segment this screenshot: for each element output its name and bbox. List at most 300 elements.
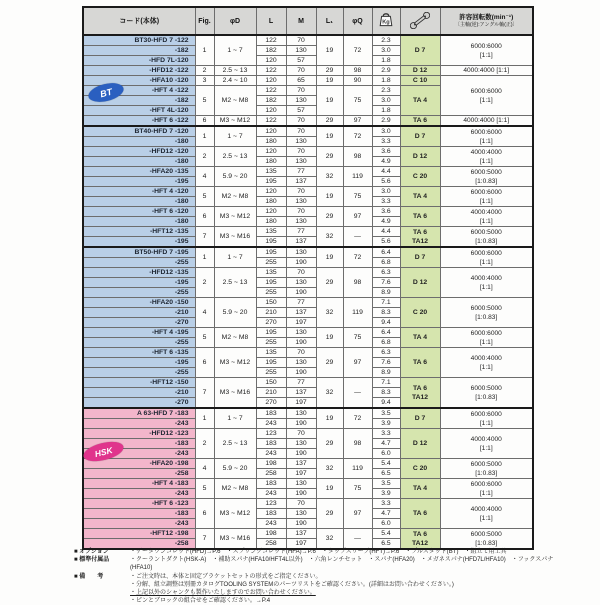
weight-cell: 3.0 <box>372 46 400 56</box>
m-cell: 77 <box>286 167 316 177</box>
code-cell: -243 <box>83 449 195 459</box>
table-row <box>83 429 533 439</box>
remark-3: ・上記以外のシャンクも製作いたしますのでお問い合わせください。 <box>130 590 316 597</box>
weight-cell: 6.4 <box>372 328 400 338</box>
m-cell: 70 <box>286 429 316 439</box>
l-cell: 183 <box>256 479 286 489</box>
accessory-cell: D 7 <box>400 126 440 147</box>
l1-cell: 19 <box>316 86 343 116</box>
accessory-cell: D 12 <box>400 268 440 298</box>
table-row <box>83 378 533 388</box>
code-cell: -180 <box>83 137 195 147</box>
standard-accessory-items: ・クーラントダクト(HSK-A) ・補助スパナ(HFA10/HFT4L以外) ・六角レンチセット ・スパナ(HFA20) ・メガネスパナ(HFD7L/HFA10) ・フックスパナ(HFA10) <box>130 557 554 572</box>
phid-cell: M2 ~ M8 <box>214 328 256 348</box>
weight-cell: 3.3 <box>372 429 400 439</box>
phid-cell: M3 ~ M12 <box>214 116 256 127</box>
m-cell: 130 <box>286 439 316 449</box>
col-header-weight <box>372 7 400 35</box>
fig-cell: 2 <box>195 66 214 76</box>
speed-cell: 6000:5000 [1:0.83] <box>440 167 533 187</box>
speed-header-main: 許容回転数(min⁻¹) <box>459 14 514 21</box>
weight-cell: 6.5 <box>372 469 400 479</box>
col-header-m: M <box>286 7 316 35</box>
m-cell: 190 <box>286 489 316 499</box>
l-cell: 122 <box>256 35 286 46</box>
col-header-phiq: φQ <box>343 7 372 35</box>
weight-cell: 6.8 <box>372 338 400 348</box>
speed-cell: 4000:4000 [1:1] <box>440 207 533 227</box>
l-cell: 150 <box>256 298 286 308</box>
speed-cell: 6000:6000 [1:1] <box>440 187 533 207</box>
col-header-l: L <box>256 7 286 35</box>
accessory-cell: TA 6 <box>400 207 440 227</box>
code-cell: A 63-HFD 7 -183 <box>83 408 195 419</box>
code-cell: -243 <box>83 419 195 429</box>
weight-cell: 8.9 <box>372 368 400 378</box>
m-cell: 137 <box>286 529 316 539</box>
weight-cell: 3.6 <box>372 207 400 217</box>
phid-cell: 1 ~ 7 <box>214 35 256 66</box>
l1-cell: 19 <box>316 126 343 147</box>
weight-cell: 5.6 <box>372 237 400 248</box>
table-row <box>83 76 533 86</box>
accessory-cell: TA 4 <box>400 86 440 116</box>
l-cell: 183 <box>256 439 286 449</box>
weight-cell: 6.3 <box>372 268 400 278</box>
code-cell: -HFT12 -135 <box>83 227 195 237</box>
code-cell: -183 <box>83 439 195 449</box>
code-cell: -195 <box>83 358 195 368</box>
l-cell: 123 <box>256 499 286 509</box>
l-cell: 120 <box>256 106 286 116</box>
code-cell: -243 <box>83 489 195 499</box>
phid-cell: 2.5 ~ 13 <box>214 429 256 459</box>
l1-cell: 32 <box>316 378 343 409</box>
col-header-speed <box>440 7 533 35</box>
weight-cell: 2.9 <box>372 116 400 127</box>
accessory-cell: TA 6 TA12 <box>400 378 440 409</box>
table-row <box>83 147 533 157</box>
m-cell: 70 <box>286 35 316 46</box>
fig-cell: 2 <box>195 268 214 298</box>
m-cell: 130 <box>286 197 316 207</box>
weight-cell: 4.7 <box>372 439 400 449</box>
m-cell: 70 <box>286 207 316 217</box>
table-row <box>83 459 533 469</box>
l1-cell: 29 <box>316 348 343 378</box>
spec-table-wrap <box>82 6 534 550</box>
speed-cell: 6000:6000 [1:1] <box>440 76 533 116</box>
phiq-cell: 72 <box>343 35 372 66</box>
phid-cell: M3 ~ M16 <box>214 378 256 409</box>
code-cell: -HFT 6 -135 <box>83 348 195 358</box>
l1-cell: 19 <box>316 408 343 429</box>
table-row <box>83 529 533 539</box>
phid-cell: 1 ~ 7 <box>214 408 256 429</box>
code-cell: -HFD 7L-120 <box>83 56 195 66</box>
speed-cell: 6000:6000 [1:1] <box>440 408 533 429</box>
phid-cell: 5.9 ~ 20 <box>214 459 256 479</box>
accessory-cell: D 7 <box>400 35 440 66</box>
phid-cell: 1 ~ 7 <box>214 247 256 268</box>
table-row <box>83 408 533 419</box>
m-cell: 57 <box>286 56 316 66</box>
phiq-cell: 119 <box>343 298 372 328</box>
accessory-cell: D 12 <box>400 429 440 459</box>
m-cell: 130 <box>286 408 316 419</box>
m-cell: 130 <box>286 479 316 489</box>
table-row <box>83 348 533 358</box>
weight-cell: 7.1 <box>372 378 400 388</box>
l1-cell: 32 <box>316 298 343 328</box>
fig-cell: 3 <box>195 76 214 86</box>
remarks-label: ■ 備 考 <box>74 573 104 580</box>
remark-1: ・ご注文時は、本体と固定ブラケットセットの形式をご指定ください。 <box>130 573 322 580</box>
code-cell: -210 <box>83 308 195 318</box>
l-cell: 122 <box>256 86 286 96</box>
m-cell: 130 <box>286 96 316 106</box>
code-cell: -HFT 4L-120 <box>83 106 195 116</box>
fig-cell: 6 <box>195 116 214 127</box>
accessory-cell: C 10 <box>400 76 440 86</box>
remarks-row-1 <box>74 573 560 581</box>
hsk-shank-badge: HSK <box>82 438 126 464</box>
weight-cell: 6.0 <box>372 519 400 529</box>
l-cell: 195 <box>256 247 286 258</box>
weight-cell: 6.0 <box>372 449 400 459</box>
phiq-cell: 72 <box>343 247 372 268</box>
code-cell: -195 <box>83 237 195 248</box>
code-cell: -270 <box>83 398 195 409</box>
l-cell: 255 <box>256 338 286 348</box>
table-header-row <box>83 7 533 35</box>
phiq-cell: 97 <box>343 207 372 227</box>
table-row <box>83 66 533 76</box>
l-cell: 270 <box>256 318 286 328</box>
option-note-row <box>74 548 560 556</box>
code-cell: -HFD12 -123 <box>83 429 195 439</box>
code-cell: -HFD12 -120 <box>83 147 195 157</box>
weight-cell: 6.4 <box>372 247 400 258</box>
weight-cell: 3.3 <box>372 137 400 147</box>
speed-cell: 6000:6000 [1:1] <box>440 126 533 147</box>
m-cell: 70 <box>286 499 316 509</box>
weight-cell: 4.4 <box>372 227 400 237</box>
speed-cell: 6000:5000 [1:0.83] <box>440 298 533 328</box>
code-cell: -HFA20 -198 <box>83 459 195 469</box>
m-cell: 137 <box>286 237 316 248</box>
speed-cell: 4000:4000 [1:1] <box>440 66 533 76</box>
speed-cell: 6000:6000 [1:1] <box>440 247 533 268</box>
m-cell: 70 <box>286 268 316 278</box>
fig-cell: 6 <box>195 348 214 378</box>
remark-2: ・分解、組立調整は別冊カタログTOOLING SYSTEMのパーツリストをご確認ください。(詳細はお問い合わせください。) <box>130 581 454 588</box>
l-cell: 120 <box>256 207 286 217</box>
accessory-cell: TA 4 <box>400 479 440 499</box>
accessory-cell: TA 6 <box>400 499 440 529</box>
m-cell: 77 <box>286 378 316 388</box>
m-cell: 137 <box>286 177 316 187</box>
l-cell: 243 <box>256 419 286 429</box>
m-cell: 130 <box>286 278 316 288</box>
code-cell: -HFA20 -135 <box>83 167 195 177</box>
code-cell: BT40-HFD 7 -120 <box>83 126 195 137</box>
weight-cell: 1.8 <box>372 76 400 86</box>
l-cell: 135 <box>256 268 286 278</box>
accessory-cell: D 12 <box>400 66 440 76</box>
weight-cell: 4.7 <box>372 509 400 519</box>
phiq-cell: 90 <box>343 76 372 86</box>
speed-cell: 4000:4000 [1:1] <box>440 116 533 127</box>
phid-cell: 2.5 ~ 13 <box>214 268 256 298</box>
l1-cell: 19 <box>316 187 343 207</box>
code-cell: -195 <box>83 177 195 187</box>
phid-cell: M2 ~ M8 <box>214 479 256 499</box>
phiq-cell: 72 <box>343 408 372 429</box>
speed-header-sub: 〔主軸(逆):アングル軸(正)〕 <box>454 22 518 28</box>
m-cell: 130 <box>286 247 316 258</box>
code-cell: -HFT12 -150 <box>83 378 195 388</box>
m-cell: 70 <box>286 147 316 157</box>
l-cell: 183 <box>256 509 286 519</box>
m-cell: 70 <box>286 116 316 127</box>
code-cell: -243 <box>83 519 195 529</box>
phiq-cell: 98 <box>343 268 372 298</box>
m-cell: 130 <box>286 217 316 227</box>
option-label: ■ オプション <box>74 549 109 555</box>
m-cell: 130 <box>286 157 316 167</box>
fig-cell: 1 <box>195 247 214 268</box>
phiq-cell: 119 <box>343 459 372 479</box>
code-cell: -210 <box>83 388 195 398</box>
l-cell: 182 <box>256 46 286 56</box>
weight-cell: 3.6 <box>372 147 400 157</box>
fig-cell: 2 <box>195 147 214 167</box>
m-cell: 137 <box>286 459 316 469</box>
fig-cell: 7 <box>195 227 214 248</box>
code-cell: -182 <box>83 96 195 106</box>
col-header-fig: Fig. <box>195 7 214 35</box>
phiq-cell: 97 <box>343 348 372 378</box>
speed-cell: 4000:4000 [1:1] <box>440 268 533 298</box>
phiq-cell: — <box>343 227 372 248</box>
m-cell: 197 <box>286 318 316 328</box>
l-cell: 195 <box>256 177 286 187</box>
m-cell: 190 <box>286 258 316 268</box>
l-cell: 183 <box>256 408 286 419</box>
accessory-cell: TA 6 TA12 <box>400 227 440 248</box>
l1-cell: 29 <box>316 499 343 529</box>
m-cell: 70 <box>286 348 316 358</box>
code-cell: -HFT 4 -120 <box>83 187 195 197</box>
code-cell: -255 <box>83 288 195 298</box>
fig-cell: 7 <box>195 378 214 409</box>
col-header-code: コード(本体) <box>83 7 195 35</box>
l-cell: 180 <box>256 217 286 227</box>
l1-cell: 19 <box>316 247 343 268</box>
phiq-cell: 75 <box>343 328 372 348</box>
code-cell: -HFT 6 -120 <box>83 207 195 217</box>
code-cell: -HFD12 -135 <box>83 268 195 278</box>
code-cell: -180 <box>83 217 195 227</box>
fig-cell: 5 <box>195 479 214 499</box>
code-cell: -180 <box>83 197 195 207</box>
weight-cell: 2.3 <box>372 86 400 96</box>
l-cell: 243 <box>256 449 286 459</box>
l-cell: 120 <box>256 147 286 157</box>
l1-cell: 32 <box>316 167 343 187</box>
l-cell: 122 <box>256 66 286 76</box>
l1-cell: 32 <box>316 529 343 550</box>
table-row <box>83 298 533 308</box>
l-cell: 182 <box>256 96 286 106</box>
m-cell: 70 <box>286 126 316 137</box>
m-cell: 65 <box>286 76 316 86</box>
table-row <box>83 187 533 197</box>
fig-cell: 1 <box>195 126 214 147</box>
code-cell: -HFT 4 -122 <box>83 86 195 96</box>
l-cell: 255 <box>256 258 286 268</box>
phiq-cell: — <box>343 529 372 550</box>
l-cell: 150 <box>256 378 286 388</box>
weight-cell: 8.3 <box>372 308 400 318</box>
table-row <box>83 499 533 509</box>
l1-cell: 32 <box>316 459 343 479</box>
l-cell: 210 <box>256 308 286 318</box>
l-cell: 120 <box>256 126 286 137</box>
remark-4: ・ピンとブロックの組合せをご確認ください。→P.4 <box>130 598 271 605</box>
phid-cell: M2 ~ M8 <box>214 86 256 116</box>
code-cell: -255 <box>83 338 195 348</box>
table-row <box>83 268 533 278</box>
phid-cell: M3 ~ M16 <box>214 227 256 248</box>
phid-cell: 2.5 ~ 13 <box>214 147 256 167</box>
l-cell: 243 <box>256 519 286 529</box>
spec-table <box>82 6 534 550</box>
l-cell: 180 <box>256 197 286 207</box>
code-cell: -HFA20 -150 <box>83 298 195 308</box>
table-row <box>83 35 533 46</box>
weight-cell: 3.3 <box>372 499 400 509</box>
m-cell: 130 <box>286 358 316 368</box>
l-cell: 123 <box>256 429 286 439</box>
l-cell: 198 <box>256 529 286 539</box>
fig-cell: 1 <box>195 408 214 429</box>
fig-cell: 5 <box>195 86 214 116</box>
code-cell: -258 <box>83 539 195 550</box>
l-cell: 122 <box>256 116 286 127</box>
accessory-cell: D 12 <box>400 147 440 167</box>
speed-cell: 6000:5000 [1:0.83] <box>440 227 533 248</box>
fig-cell: 1 <box>195 35 214 66</box>
weight-cell: 9.4 <box>372 318 400 328</box>
m-cell: 190 <box>286 338 316 348</box>
m-cell: 190 <box>286 519 316 529</box>
speed-cell: 6000:6000 [1:1] <box>440 35 533 66</box>
m-cell: 137 <box>286 388 316 398</box>
fig-cell: 4 <box>195 459 214 479</box>
phiq-cell: 97 <box>343 499 372 529</box>
phiq-cell: 98 <box>343 429 372 459</box>
weight-cell: 9.4 <box>372 398 400 409</box>
m-cell: 130 <box>286 328 316 338</box>
code-cell: -183 <box>83 509 195 519</box>
fig-cell: 6 <box>195 207 214 227</box>
table-row <box>83 207 533 217</box>
weight-cell: 1.8 <box>372 56 400 66</box>
phiq-cell: 119 <box>343 167 372 187</box>
l-cell: 270 <box>256 398 286 409</box>
code-cell: -HFT 4 -195 <box>83 328 195 338</box>
accessory-cell: C 20 <box>400 167 440 187</box>
m-cell: 57 <box>286 106 316 116</box>
code-cell: -255 <box>83 258 195 268</box>
phiq-cell: 75 <box>343 86 372 116</box>
code-cell: -HFT12 -198 <box>83 529 195 539</box>
l1-cell: 29 <box>316 147 343 167</box>
weight-cell: 5.4 <box>372 459 400 469</box>
l1-cell: 19 <box>316 328 343 348</box>
phid-cell: M3 ~ M12 <box>214 207 256 227</box>
weight-cell: 6.3 <box>372 348 400 358</box>
weight-cell: 3.9 <box>372 419 400 429</box>
speed-cell: 6000:5000 [1:0.83] <box>440 529 533 550</box>
m-cell: 190 <box>286 368 316 378</box>
l-cell: 120 <box>256 56 286 66</box>
table-row <box>83 167 533 177</box>
weight-cell: 2.3 <box>372 35 400 46</box>
accessory-cell: D 7 <box>400 247 440 268</box>
phid-cell: 5.9 ~ 20 <box>214 167 256 187</box>
m-cell: 137 <box>286 308 316 318</box>
weight-cell: 7.6 <box>372 358 400 368</box>
kg-weight-icon <box>378 12 394 28</box>
accessory-cell: TA 4 <box>400 328 440 348</box>
l-cell: 243 <box>256 489 286 499</box>
m-cell: 70 <box>286 187 316 197</box>
phiq-cell: 98 <box>343 147 372 167</box>
code-cell: -HFA10 -120 <box>83 76 195 86</box>
table-row <box>83 328 533 338</box>
weight-cell: 3.9 <box>372 489 400 499</box>
col-header-accessory <box>400 7 440 35</box>
accessory-cell: C 20 <box>400 459 440 479</box>
m-cell: 197 <box>286 469 316 479</box>
speed-cell: 6000:5000 [1:0.83] <box>440 378 533 409</box>
phiq-cell: 75 <box>343 479 372 499</box>
l-cell: 135 <box>256 167 286 177</box>
weight-cell: 5.6 <box>372 177 400 187</box>
phiq-cell: — <box>343 378 372 409</box>
phid-cell: M3 ~ M12 <box>214 499 256 529</box>
code-cell: -195 <box>83 278 195 288</box>
speed-cell: 6000:6000 [1:1] <box>440 479 533 499</box>
m-cell: 197 <box>286 398 316 409</box>
accessory-cell: TA 6 TA12 <box>400 529 440 550</box>
code-cell: -255 <box>83 368 195 378</box>
phid-cell: 2.5 ~ 13 <box>214 66 256 76</box>
l-cell: 195 <box>256 358 286 368</box>
phid-cell: M2 ~ M8 <box>214 187 256 207</box>
speed-cell: 4000:4000 [1:1] <box>440 499 533 529</box>
phiq-cell: 97 <box>343 116 372 127</box>
m-cell: 190 <box>286 419 316 429</box>
accessory-cell: TA 6 <box>400 348 440 378</box>
weight-cell: 2.9 <box>372 66 400 76</box>
weight-cell: 7.6 <box>372 278 400 288</box>
weight-cell: 3.3 <box>372 197 400 207</box>
l1-cell: 29 <box>316 207 343 227</box>
